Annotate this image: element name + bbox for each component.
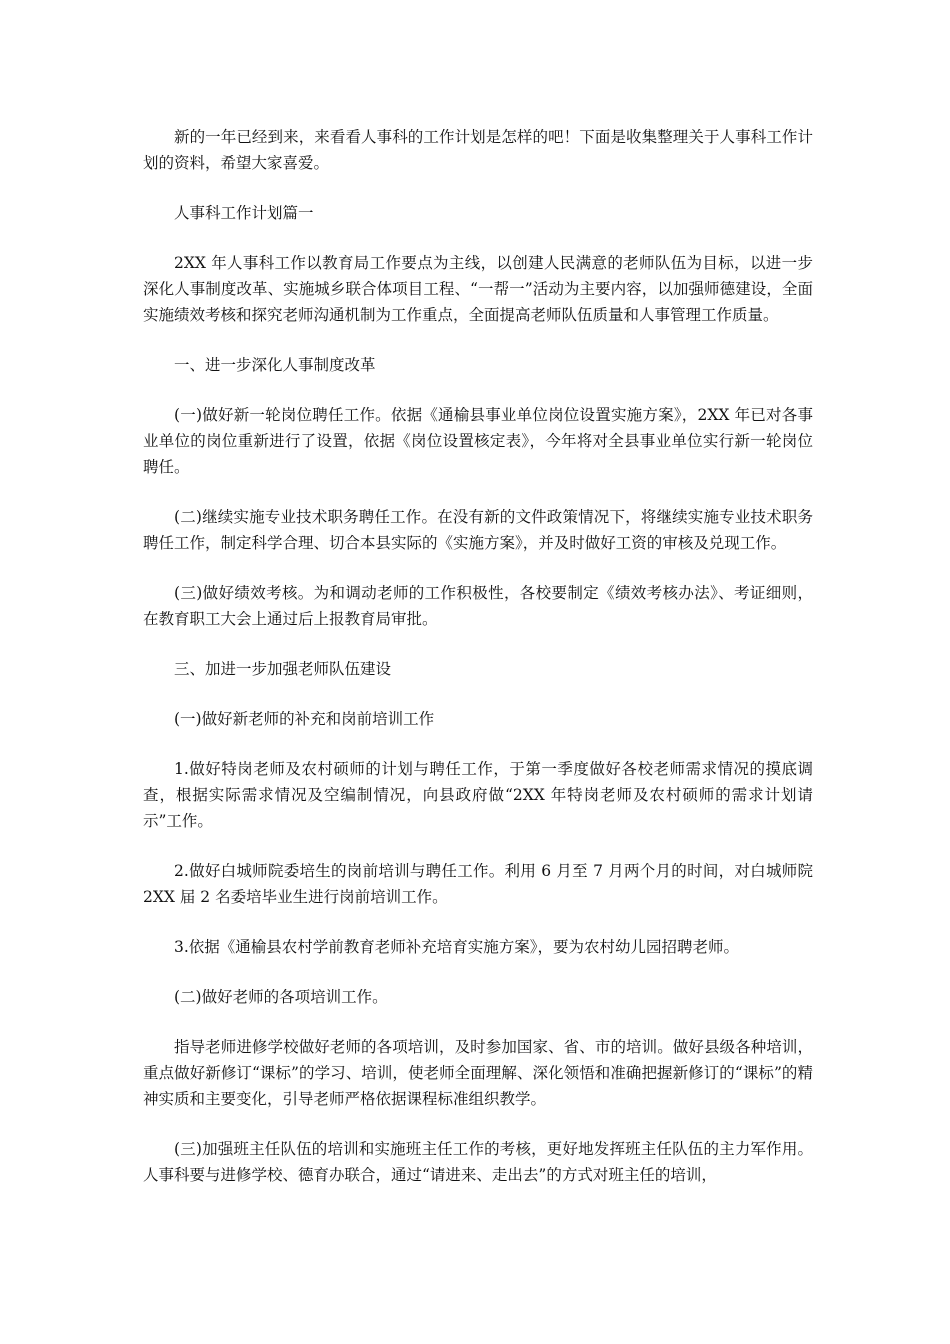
item-paragraph: (三)做好绩效考核。为和调动老师的工作积极性，各校要制定《绩效考核办法》、考证细则，在教育职工大会上通过后上报教育局审批。	[143, 584, 813, 628]
section-heading-3: 三、加进一步加强老师队伍建设	[174, 660, 392, 678]
section-title: 人事科工作计划篇一	[174, 204, 314, 222]
item-paragraph: (一)做好新一轮岗位聘任工作。依据《通榆县事业单位岗位设置实施方案》，2XX 年已对各事业单位的岗位重新进行了设置，依据《岗位设置核定表》，今年将对全县事业单位实行新一轮岗位聘任。	[143, 406, 813, 476]
overview-paragraph: 2XX 年人事科工作以教育局工作要点为主线，以创建人民满意的老师队伍为目标，以进一步深化人事制度改革、实施城乡联合体项目工程、“一帮一”活动为主要内容，以加强师德建设，全面实施绩效考核和探究老师沟通机制为工作重点，全面提高老师队伍质量和人事管理工作质量。	[143, 254, 813, 324]
document-body	[143, 124, 813, 1212]
subsection-heading: (二)做好老师的各项培训工作。	[174, 988, 388, 1006]
numbered-item: 2.做好白城师院委培生的岗前培训与聘任工作。利用 6 月至 7 月两个月的时间，对白城师院 2XX 届 2 名委培毕业生进行岗前培训工作。	[143, 862, 813, 906]
numbered-item: 3.依据《通榆县农村学前教育老师补充培育实施方案》，要为农村幼儿园招聘老师。	[174, 938, 740, 956]
numbered-item: 1.做好特岗老师及农村硕师的计划与聘任工作，于第一季度做好各校老师需求情况的摸底调查，根据实际需求情况及空编制情况，向县政府做“2XX 年特岗老师及农村硕师的需求计划请示”工作。	[143, 760, 813, 830]
subsection-heading: (一)做好新老师的补充和岗前培训工作	[174, 710, 435, 728]
body-paragraph: 指导老师进修学校做好老师的各项培训，及时参加国家、省、市的培训。做好县级各种培训，重点做好新修订“课标”的学习、培训，使老师全面理解、深化领悟和准确把握新修订的“课标”的精神实质和主要变化，引导老师严格依据课程标准组织教学。	[143, 1038, 813, 1108]
section-heading-1: 一、进一步深化人事制度改革	[174, 356, 376, 374]
item-paragraph: (二)继续实施专业技术职务聘任工作。在没有新的文件政策情况下，将继续实施专业技术职务聘任工作，制定科学合理、切合本县实际的《实施方案》，并及时做好工资的审核及兑现工作。	[143, 508, 813, 552]
body-paragraph: (三)加强班主任队伍的培训和实施班主任工作的考核，更好地发挥班主任队伍的主力军作用。人事科要与进修学校、德育办联合，通过“请进来、走出去”的方式对班主任的培训，	[143, 1140, 813, 1184]
intro-paragraph: 新的一年已经到来，来看看人事科的工作计划是怎样的吧！下面是收集整理关于人事科工作计划的资料，希望大家喜爱。	[143, 128, 813, 172]
